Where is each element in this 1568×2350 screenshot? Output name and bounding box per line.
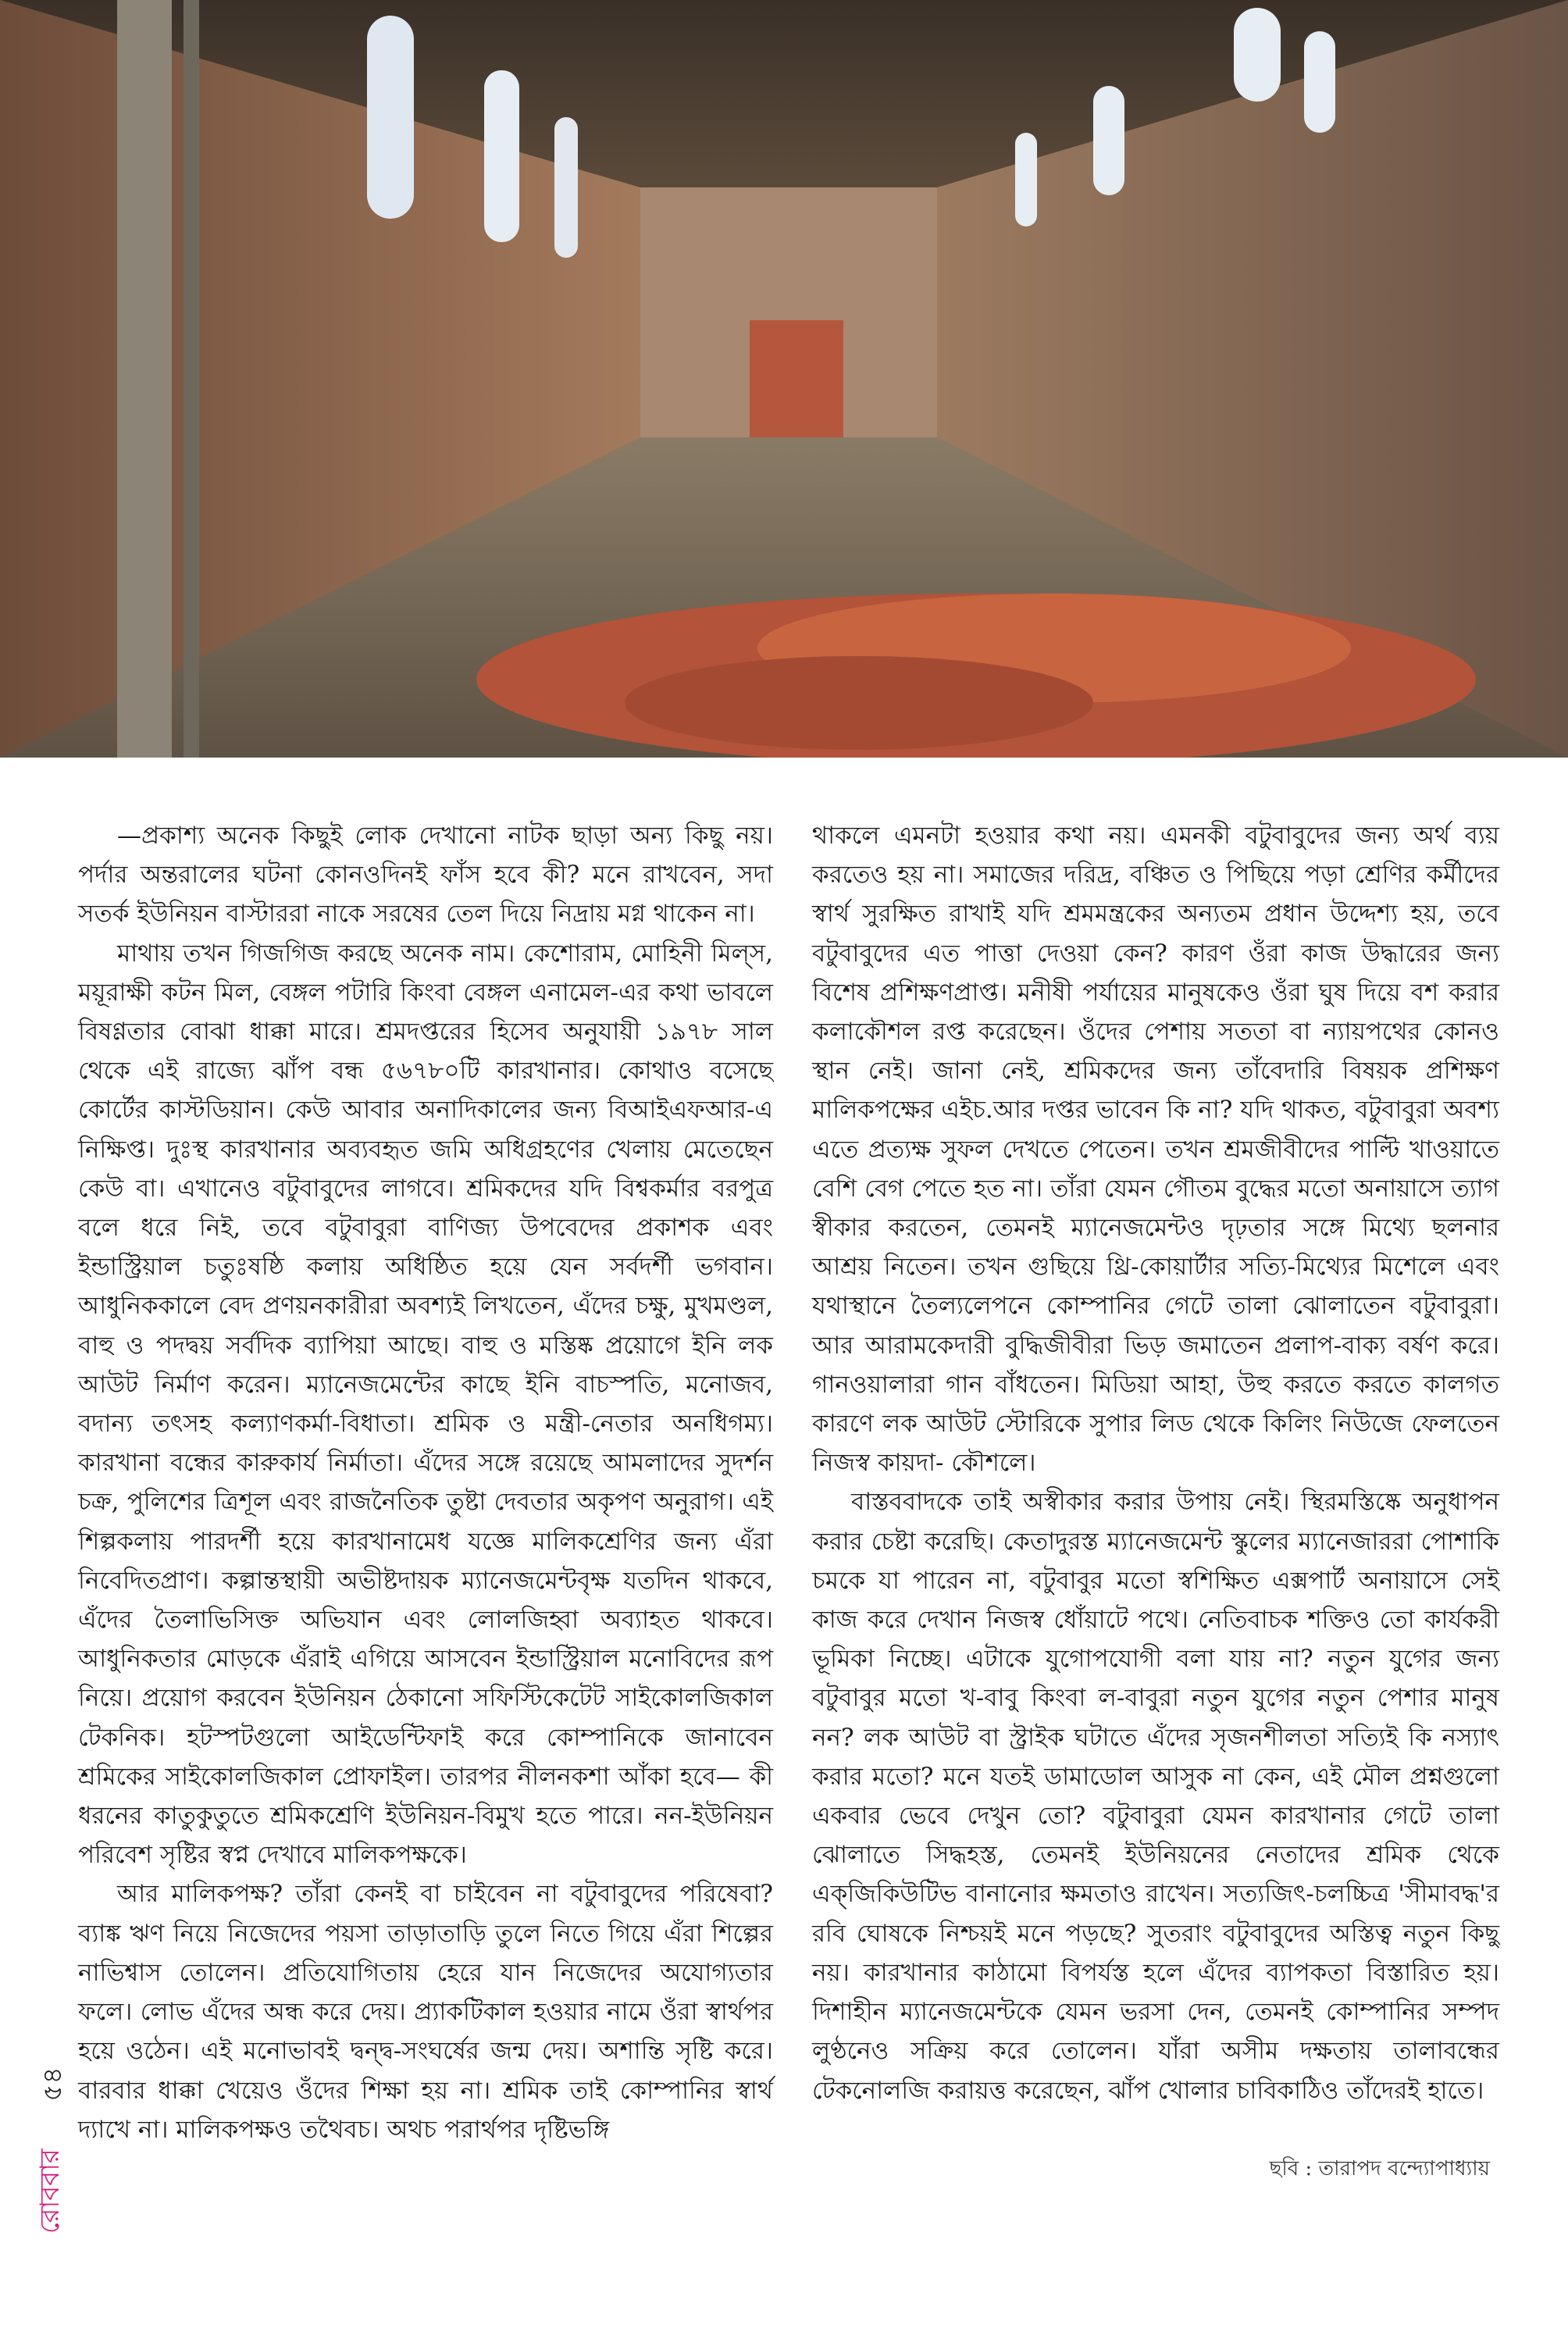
article-paragraph: বাস্তববাদকে তাই অস্বীকার করার উপায় নেই। স্থিরমস্তিষ্কে অনুধাপন করার চেষ্টা করেছি। কেতাদুরস্ত ম্যানেজমেন্ট স্কুলের ম্যানেজাররা পোশাকি চমকে যা পারেন না, বটুবাবুর মতো স্বশিক্ষিত এক্সপার্ট অনায়াসে সেই কাজ করে দেখান নিজস্ব ধোঁয়াটে পথে। নেতিবাচক শক্তিও তো কার্যকরী ভূমিকা নিচ্ছে। এটাকে যুগোপযোগী বলা যায় না? নতুন যুগের জন্য বটুবাবুর মতো খ-বাবু কিংবা ল-বাবুরা নতুন যুগের নতুন পেশার মানুষ নন? লক আউট বা স্ট্রাইক ঘটাতে এঁদের সৃজনশীলতা সত্যিই কি নস্যাৎ করার মতো? মনে যতই ডামাডোল আসুক না কেন, এই মৌল প্রশ্নগুলো একবার ভেবে দেখুন তো? বটুবাবুরা যেমন কারখানার গেটে তালা ঝোলাতে সিদ্ধহস্ত, তেমনই ইউনিয়নের নেতাদের শ্রমিক থেকে এক্‌জিকিউটিভ বানানোর ক্ষমতাও রাখেন। সত্যজিৎ-চলচ্চিত্র 'সীমাবদ্ধ'র রবি ঘোষকে নিশ্চয়ই মনে পড়ছে? সুতরাং বটুবাবুদের অস্তিত্ব নতুন কিছু নয়। কারখানার কাঠামো বিপর্যস্ত হলে এঁদের ব্যাপকতা বিস্তারিত হয়। দিশাহীন ম্যানেজমেন্টকে যেমন ভরসা দেন, তেমনই কোম্পানির সম্পদ লুণ্ঠনেও সক্রিয় করে তোলেন। যাঁরা অসীম দক্ষতায় তালাবন্ধের টেকনোলজি করায়ত্ত করেছেন, ঝাঁপ খোলার চাবিকাঠিও তাঁদেরই হাতে। [812, 1488, 1499, 2105]
page-folio [30, 2062, 77, 2234]
article-paragraph: আর মালিকপক্ষ? তাঁরা কেনই বা চাইবেন না বটুবাবুদের পরিষেবা? ব্যাঙ্ক ঋণ নিয়ে নিজেদের পয়সা তাড়াতাড়ি তুলে নিতে গিয়ে এঁরা শিল্পের নাভিশ্বাস তোলেন। প্রতিযোগিতায় হেরে যান নিজেদের অযোগ্যতার ফলে। লোভ এঁদের অন্ধ করে দেয়। প্র্যাকটিকাল হওয়ার নামে ওঁরা স্বার্থপর হয়ে ওঠেন। এই মনোভাবই দ্বন্দ্ব-সংঘর্ষের জন্ম দেয়। অশান্তি সৃষ্টি করে। বারবার ধাক্কা খেয়েও ওঁদের শিক্ষা হয় না। শ্রমিক তাই কোম্পানির স্বার্থ দ্যাখে না। মালিকপক্ষও তথৈবচ। অথচ পরার্থপর দৃষ্টিভঙ্গি [78, 1880, 773, 2144]
article-paragraph: মাথায় তখন গিজগিজ করছে অনেক নাম। কেশোরাম, মোহিনী মিল্স, ময়ূরাক্ষী কটন মিল, বেঙ্গল পটারি কিংবা বেঙ্গল এনামেল-এর কথা ভাবলে বিষণ্ণতার বোঝা ধাক্কা মারে। শ্রমদপ্তরের হিসেব অনুযায়ী ১৯৭৮ সাল থেকে এই রাজ্যে ঝাঁপ বন্ধ ৫৬৭৮০টি কারখানার। কোথাও বসেছে কোর্টের কাস্টডিয়ান। কেউ আবার অনাদিকালের জন্য বিআইএফআর-এ নিক্ষিপ্ত। দুঃস্থ কারখানার অব্যবহৃত জমি অধিগ্রহণের খেলায় মেতেছেন কেউ বা। এখানেও বটুবাবুদের লাগবে। শ্রমিকদের যদি বিশ্বকর্মার বরপুত্র বলে ধরে নিই, তবে বটুবাবুরা বাণিজ্য উপবেদের প্রকাশক এবং ইন্ডাস্ট্রিয়াল চতুঃষষ্ঠি কলায় অধিষ্ঠিত হয়ে যেন সর্বদর্শী ভগবান। আধুনিককালে বেদ প্রণয়নকারীরা অবশ্যই লিখতেন, এঁদের চক্ষু, মুখমণ্ডল, বাহু ও পদদ্বয় সর্বদিক ব্যাপিয়া আছে। বাহু ও মস্তিষ্ক প্রয়োগে ইনি লক আউট নির্মাণ করেন। ম্যানেজমেন্টের কাছে ইনি বাচস্পতি, মনোজব, বদান্য তৎসহ কল্যাণকর্মা-বিধাতা। শ্রমিক ও মন্ত্রী-নেতার অনধিগম্য। কারখানা বন্ধের কারুকার্য নির্মাতা। এঁদের সঙ্গে রয়েছে আমলাদের সুদর্শন চক্র, পুলিশের ত্রিশূল এবং রাজনৈতিক তুষ্টা দেবতার অকৃপণ অনুরাগ। এই শিল্পকলায় পারদর্শী হয়ে কারখানামেধ যজ্ঞে মালিকশ্রেণির জন্য এঁরা নিবেদিতপ্রাণ। কল্পান্তস্থায়ী অভীষ্টদায়ক ম্যানেজমেন্টবৃক্ষ যতদিন থাকবে, এঁদের তৈলাভিসিক্ত অভিযান এবং লোলজিহ্বা অব্যাহত থাকবে। আধুনিকতার মোড়কে এঁরাই এগিয়ে আসবেন ইন্ডাস্ট্রিয়াল মনোবিদের রূপ নিয়ে। প্রয়োগ করবেন ইউনিয়ন ঠেকানো সফিস্টিকেটেট সাইকোলজিকাল টেকনিক। হটস্পটগুলো আইডেন্টিফাই করে কোম্পানিকে জানাবেন শ্রমিকের সাইকোলজিকাল প্রোফাইল। তারপর নীলনকশা আঁকা হবে— কী ধরনের কাতুকুতুতে শ্রমিকশ্রেণি ইউনিয়ন-বিমুখ হতে পারে। নন-ইউনিয়ন পরিবেশ সৃষ্টির স্বপ্ন দেখাবে মালিকপক্ষকে। [78, 939, 773, 1870]
article-photo [0, 0, 1568, 758]
article-column-right [812, 816, 1499, 2110]
article-column-left [78, 816, 773, 2149]
photo-credit: ছবি : তারাপদ বন্দ্যোপাধ্যায় [1269, 2157, 1490, 2181]
factory-hall-illustration [0, 0, 1568, 758]
article-paragraph: —প্রকাশ্য অনেক কিছুই লোক দেখানো নাটক ছাড়া অন্য কিছু নয়। পর্দার অন্তরালের ঘটনা কোনওদিনই ফাঁস হবে কী? মনে রাখবেন, সদা সতর্ক ইউনিয়ন বাস্টাররা নাকে সরষের তেল দিয়ে নিদ্রায় মগ্ন থাকেন না। [78, 822, 773, 929]
article-paragraph: থাকলে এমনটা হওয়ার কথা নয়। এমনকী বটুবাবুদের জন্য অর্থ ব্যয় করতেও হয় না। সমাজের দরিদ্র, বঞ্চিত ও পিছিয়ে পড়া শ্রেণির কর্মীদের স্বার্থ সুরক্ষিত রাখাই যদি শ্রমমন্ত্রকের অন্যতম প্রধান উদ্দেশ্য হয়, তবে বটুবাবুদের এত পাত্তা দেওয়া কেন? কারণ ওঁরা কাজ উদ্ধারের জন্য বিশেষ প্রশিক্ষণপ্রাপ্ত। মনীষী পর্যায়ের মানুষকেও ওঁরা ঘুষ দিয়ে বশ করার কলাকৌশল রপ্ত করেছেন। ওঁদের পেশায় সততা বা ন্যায়পথের কোনও স্থান নেই। জানা নেই, শ্রমিকদের জন্য তাঁবেদারি বিষয়ক প্রশিক্ষণ মালিকপক্ষের এইচ.আর দপ্তর ভাবেন কি না? যদি থাকত, বটুবাবুরা অবশ্য এতে প্রত্যক্ষ সুফল দেখতে পেতেন। তখন শ্রমজীবীদের পাল্টি খাওয়াতে বেশি বেগ পেতে হত না। তাঁরা যেমন গৌতম বুদ্ধের মতো অনায়াসে ত্যাগ স্বীকার করতেন, তেমনই ম্যানেজমেন্টও দৃঢ়তার সঙ্গে মিথ্যে ছলনার আশ্রয় নিতেন। তখন গুছিয়ে থ্রি-কোয়ার্টার সত্যি-মিথ্যের মিশেলে এবং যথাস্থানে তৈল্যলেপনে কোম্পানির গেটে তালা ঝোলাতেন বটুবাবুরা। আর আরামকেদারী বুদ্ধিজীবীরা ভিড় জমাতেন প্রলাপ-বাক্য বর্ষণ করে। গানওয়ালারা গান বাঁধতেন। মিডিয়া আহা, উহু করতে করতে কালগত কারণে লক আউট স্টোরিকে সুপার লিড থেকে কিলিং নিউজে ফেলতেন নিজস্ব কায়দা- কৌশলে। [812, 822, 1499, 1478]
page-number: ৫৪ [37, 2067, 69, 2102]
magazine-brand: রোববার [34, 2149, 66, 2234]
